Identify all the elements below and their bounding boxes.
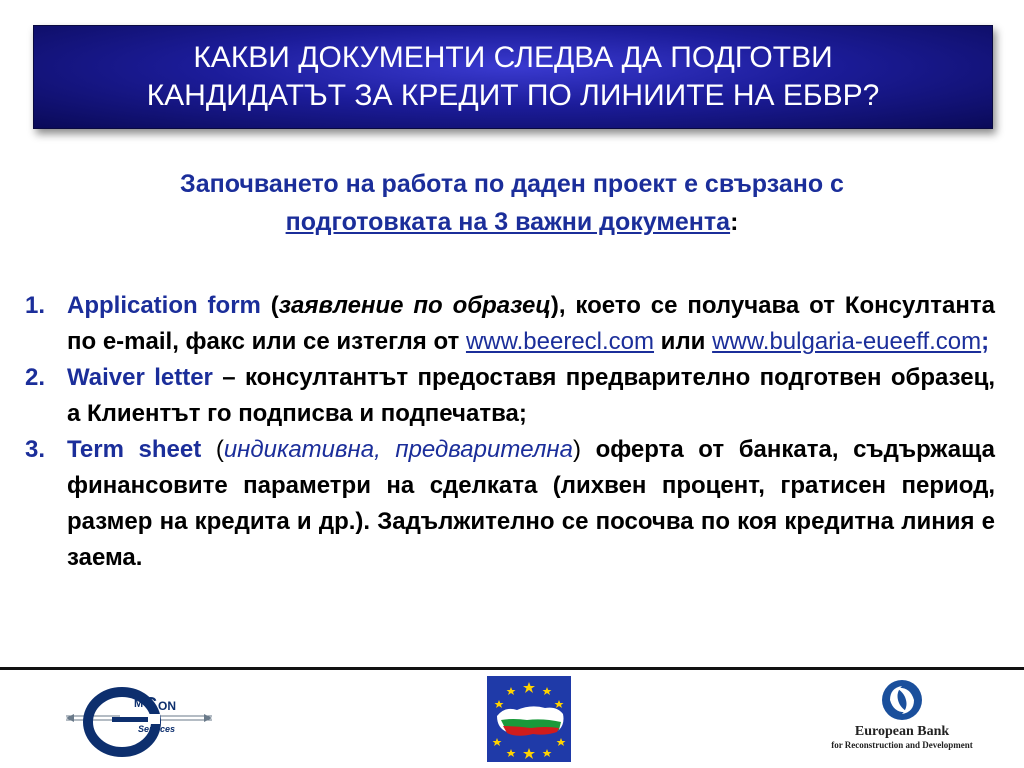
item-text: оферта от банката, съдържаща финансовите параметри на сделката (лихвен процент, гратисен период, размер на кредита и др.). Задължително се посочва по коя кредитна линия е заема. <box>67 436 995 571</box>
paren-open: ( <box>201 436 224 463</box>
item-text-or: или <box>654 328 713 355</box>
link-beerecl[interactable]: www.beerecl.com <box>465 328 655 355</box>
emcon-c: C <box>144 694 157 714</box>
intro-line-1: Започването на работа по даден проект е свързано с <box>180 170 844 198</box>
bulgaria-eu-logo <box>487 676 571 762</box>
document-name: Term sheet <box>67 436 202 463</box>
list-item-3 <box>25 432 995 576</box>
item-text: – консултантът предоставя предварително подготвен образец, а Клиентът го подписва и подпечатва; <box>67 364 996 427</box>
list-number: 2. <box>25 364 46 391</box>
footer-divider <box>0 667 1024 670</box>
document-note: заявление по образец <box>278 292 551 319</box>
intro-text <box>50 165 974 241</box>
emcon-logo <box>62 680 214 762</box>
ebrd-logo <box>810 678 994 764</box>
title-line-1: КАКВИ ДОКУМЕНТИ СЛЕДВА ДА ПОДГОТВИ <box>193 41 833 74</box>
list-number: 1. <box>25 292 46 319</box>
ebrd-emblem-icon <box>810 678 994 724</box>
paren-close: ) <box>572 436 581 463</box>
item-end: ; <box>981 328 990 355</box>
list-number: 3. <box>25 436 46 463</box>
intro-underlined: подготовката на 3 важни документа <box>285 208 731 236</box>
list-item-1 <box>25 288 995 360</box>
document-note: индикативна, предварителна <box>223 436 573 463</box>
title-line-2: КАНДИДАТЪТ ЗА КРЕДИТ ПО ЛИНИИТЕ НА ЕБВР? <box>146 79 880 112</box>
document-name: Application form <box>67 292 261 319</box>
bulgaria-eu-graphic <box>487 676 571 762</box>
ebrd-name <box>810 724 994 751</box>
emcon-logo-graphic <box>62 680 214 762</box>
list-item-2 <box>25 360 995 432</box>
ebrd-line-1: European Bank <box>854 724 950 739</box>
emcon-m: M <box>134 698 144 710</box>
document-list <box>25 288 995 576</box>
emcon-services: Services <box>138 724 176 734</box>
title-banner <box>33 25 993 129</box>
document-name: Waiver letter <box>67 364 213 391</box>
paren-open: ( <box>260 292 279 319</box>
emcon-on: ON <box>158 699 176 713</box>
intro-colon: : <box>730 208 739 236</box>
item-text: ), което се получава от Консултанта по e-mail, факс или се изтегля от <box>67 292 995 355</box>
link-bulgaria-eueeff[interactable]: www.bulgaria-eueeff.com <box>712 328 982 355</box>
ebrd-line-2: for Reconstruction and Development <box>831 740 973 750</box>
